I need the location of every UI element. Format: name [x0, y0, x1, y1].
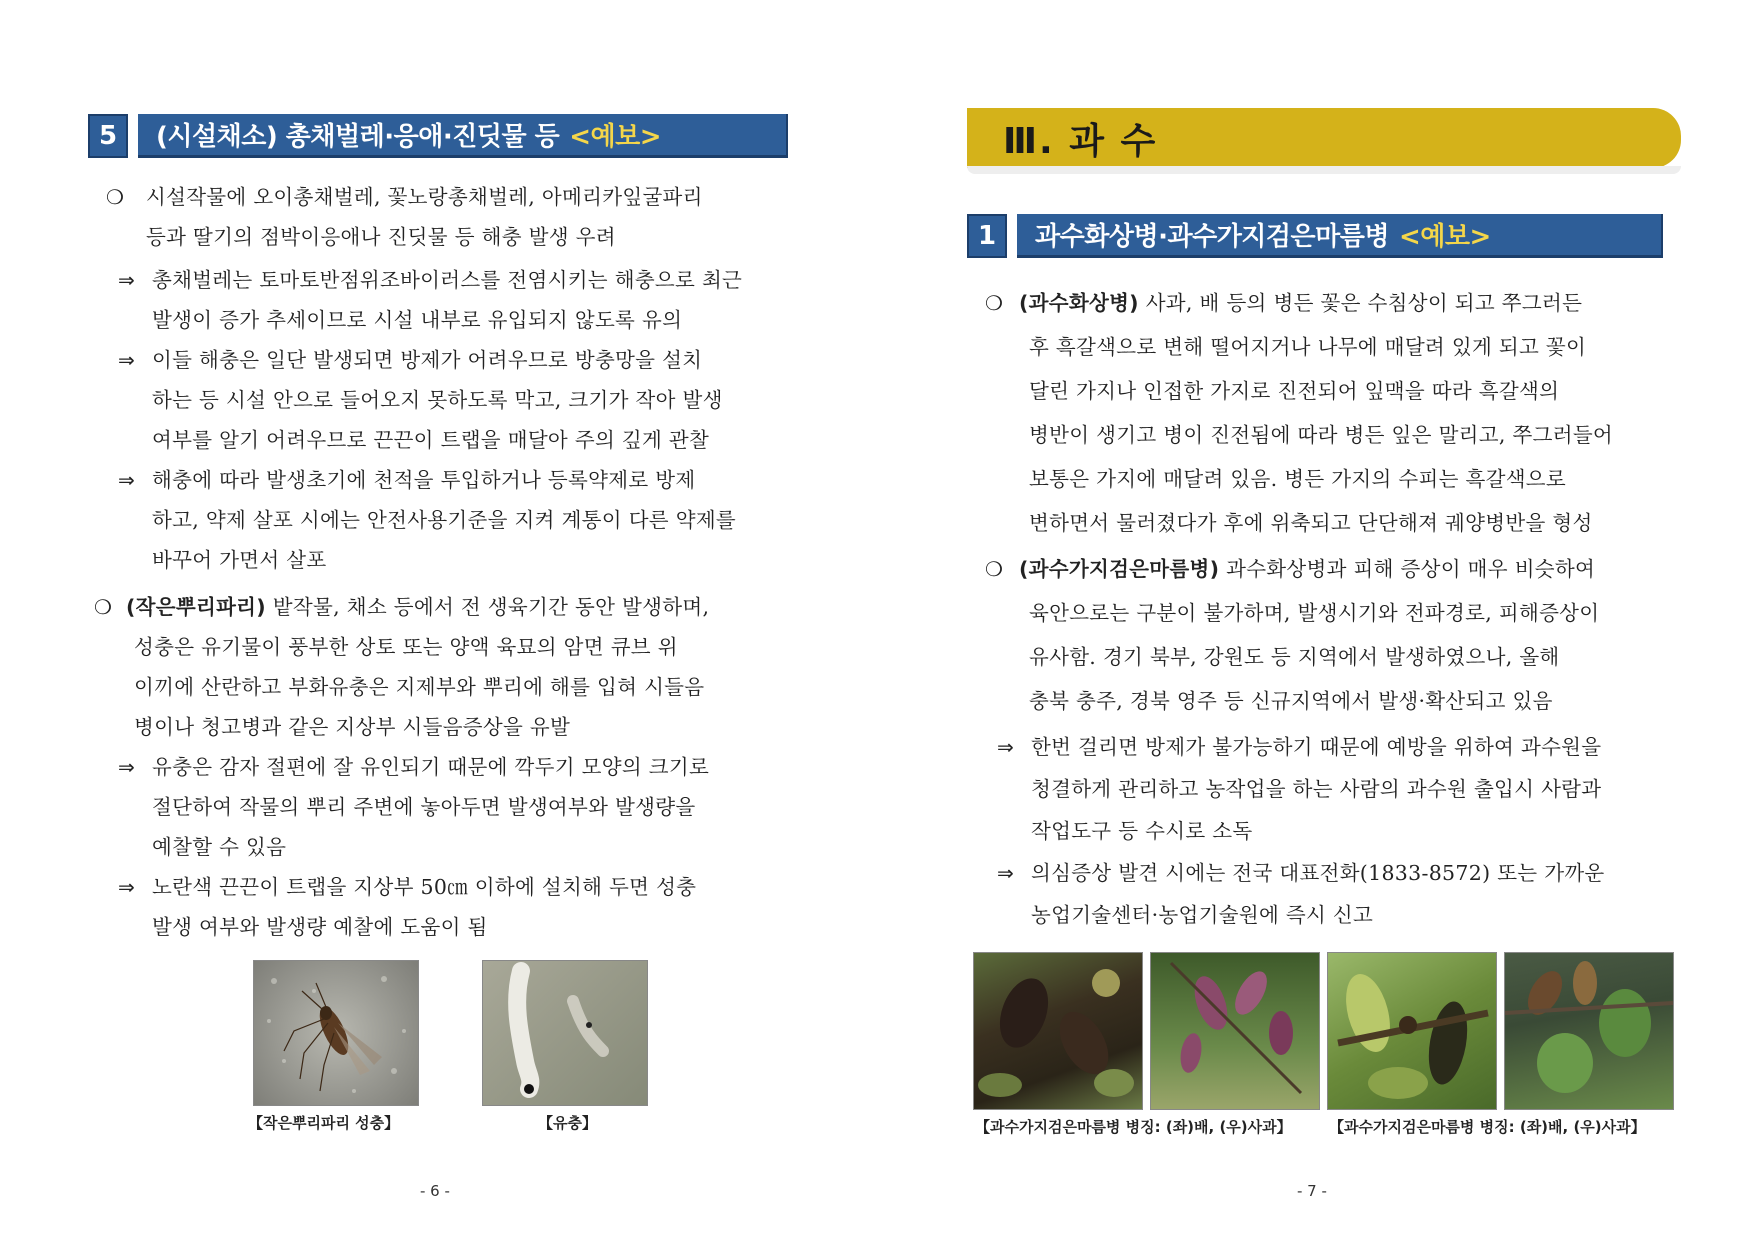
text-line: 병이나 청고병과 같은 지상부 시들음증상을 유발 [134, 715, 571, 739]
pear-leaves-image [974, 953, 1142, 1109]
bullet-circle: ❍ [985, 291, 1003, 315]
text-line: 달린 가지나 인접한 가지로 진전되어 잎맥을 따라 흑갈색의 [1029, 379, 1560, 403]
text-line: 이끼에 산란하고 부화유충은 지제부와 뿌리에 해를 입혀 시들음 [134, 675, 705, 699]
arrow-mark: ⇒ [118, 348, 135, 372]
bold-heading: (작은뿌리파리) [126, 595, 266, 619]
text-line: 청결하게 관리하고 농작업을 하는 사람의 과수원 출입시 사람과 [1031, 777, 1602, 801]
text-line: 해충에 따라 발생초기에 천적을 투입하거나 등록약제로 방제 [152, 468, 696, 492]
arrow-mark: ⇒ [118, 755, 135, 779]
text-line: 유사함. 경기 북부, 강원도 등 지역에서 발생하였으나, 올해 [1029, 645, 1560, 669]
left-page [0, 0, 876, 1240]
text-line: 병반이 생기고 병이 진전됨에 따라 병든 잎은 말리고, 쭈그러들어 [1029, 423, 1614, 447]
text-line: 이들 해충은 일단 발생되면 방제가 어려우므로 방충망을 설치 [152, 348, 703, 372]
text-line: 하고, 약제 살포 시에는 안전사용기준을 지켜 계통이 다른 약제를 [152, 508, 737, 532]
arrow-mark: ⇒ [997, 735, 1014, 759]
section-title-bar [138, 114, 788, 158]
page-number: - 7 - [1297, 1182, 1327, 1200]
text-line: 작업도구 등 수시로 소독 [1031, 819, 1253, 843]
photo-pear-symptom-2 [1150, 952, 1320, 1110]
arrow-mark: ⇒ [118, 268, 135, 292]
text-line: 보통은 가지에 매달려 있음. 병든 가지의 수피는 흑갈색으로 [1029, 467, 1567, 491]
chapter-title: Ⅲ. 과 수 [1003, 120, 1158, 162]
larva-image [483, 961, 647, 1105]
text-line: 발생 여부와 발생량 예찰에 도움이 됨 [152, 915, 488, 939]
text-line: 육안으로는 구분이 불가하며, 발생시기와 전파경로, 피해증상이 [1029, 601, 1600, 625]
text-line: 절단하여 작물의 뿌리 주변에 놓아두면 발생여부와 발생량을 [152, 795, 696, 819]
text-line: 한번 걸리면 방제가 불가능하기 때문에 예방을 위하여 과수원을 [1031, 735, 1602, 759]
text-line: 여부를 알기 어려우므로 끈끈이 트랩을 매달아 주의 깊게 관찰 [152, 428, 710, 452]
section-header-5 [88, 114, 788, 158]
text-line: 성충은 유기물이 풍부한 상토 또는 양액 육묘의 암면 큐브 위 [134, 635, 678, 659]
photo-caption: 【유충】 [538, 1114, 597, 1132]
section-number: 5 [88, 114, 128, 158]
text-line: 충북 충주, 경북 영주 등 신규지역에서 발생·확산되고 있음 [1029, 689, 1553, 713]
text-span: 사과, 배 등의 병든 꽃은 수침상이 되고 쭈그러든 [1145, 291, 1583, 315]
bullet-circle: ❍ [106, 185, 124, 209]
text-line: 하는 등 시설 안으로 들어오지 못하도록 막고, 크기가 작아 발생 [152, 388, 723, 412]
text-line: 변하면서 물러졌다가 후에 위축되고 단단해져 궤양병반을 형성 [1029, 511, 1593, 535]
photo-apple-symptom-1 [1327, 952, 1497, 1110]
arrow-mark: ⇒ [118, 468, 135, 492]
text-line: 등과 딸기의 점박이응애나 진딧물 등 해충 발생 우려 [146, 225, 616, 249]
chapter-banner [967, 108, 1681, 168]
text-line [1019, 556, 1595, 582]
photo-apple-symptom-2 [1504, 952, 1674, 1110]
photo-caption: 【작은뿌리파리 성충】 [248, 1114, 400, 1132]
text-line: 유충은 감자 절편에 잘 유인되기 때문에 깍두기 모양의 크기로 [152, 755, 710, 779]
photo-adult-fly [253, 960, 419, 1106]
text-line [126, 594, 709, 620]
photo-caption: 【과수가지검은마름병 병징: (좌)배, (우)사과】 [1329, 1118, 1646, 1136]
bold-heading: (과수화상병) [1019, 291, 1139, 315]
arrow-mark: ⇒ [997, 861, 1014, 885]
text-line: 의심증상 발견 시에는 전국 대표전화(1833-8572) 또는 가까운 [1031, 861, 1605, 885]
photo-larva [482, 960, 648, 1106]
text-line: 예찰할 수 있음 [152, 835, 287, 859]
forecast-tag: <예보> [569, 122, 662, 152]
section-title-bar [1017, 214, 1663, 258]
text-span: 밭작물, 채소 등에서 전 생육기간 동안 발생하며, [272, 595, 710, 619]
photo-pear-symptom-1 [973, 952, 1143, 1110]
right-page [877, 0, 1753, 1240]
bullet-circle: ❍ [94, 595, 112, 619]
section-title: 과수화상병·과수가지검은마름병 [1035, 222, 1390, 252]
section-header-1 [967, 214, 1663, 258]
apple-leaves-image [1328, 953, 1496, 1109]
apple-branch-image [1505, 953, 1673, 1109]
pear-branch-image [1151, 953, 1319, 1109]
text-line: 시설작물에 오이총채벌레, 꽃노랑총채벌레, 아메리카잎굴파리 [146, 185, 703, 209]
text-span: 과수화상병과 피해 증상이 매우 비슷하여 [1226, 557, 1596, 581]
section-number: 1 [967, 214, 1007, 258]
bold-heading: (과수가지검은마름병) [1019, 557, 1220, 581]
photo-caption: 【과수가지검은마름병 병징: (좌)배, (우)사과】 [975, 1118, 1292, 1136]
page-number: - 6 - [420, 1182, 450, 1200]
section-title: (시설채소) 총채벌레·응애·진딧물 등 [156, 122, 560, 152]
text-line: 바꾸어 가면서 살포 [152, 548, 327, 572]
arrow-mark: ⇒ [118, 875, 135, 899]
fly-image [254, 961, 418, 1105]
text-line: 발생이 증가 추세이므로 시설 내부로 유입되지 않도록 유의 [152, 308, 683, 332]
text-line: 노란색 끈끈이 트랩을 지상부 50㎝ 이하에 설치해 두면 성충 [152, 875, 697, 899]
forecast-tag: <예보> [1399, 222, 1491, 252]
text-line: 후 흑갈색으로 변해 떨어지거나 나무에 매달려 있게 되고 꽃이 [1029, 335, 1587, 359]
text-line: 총채벌레는 토마토반점위조바이러스를 전염시키는 해충으로 최근 [152, 268, 743, 292]
bullet-circle: ❍ [985, 557, 1003, 581]
text-line [1019, 290, 1582, 316]
text-line: 농업기술센터·농업기술원에 즉시 신고 [1031, 903, 1374, 927]
